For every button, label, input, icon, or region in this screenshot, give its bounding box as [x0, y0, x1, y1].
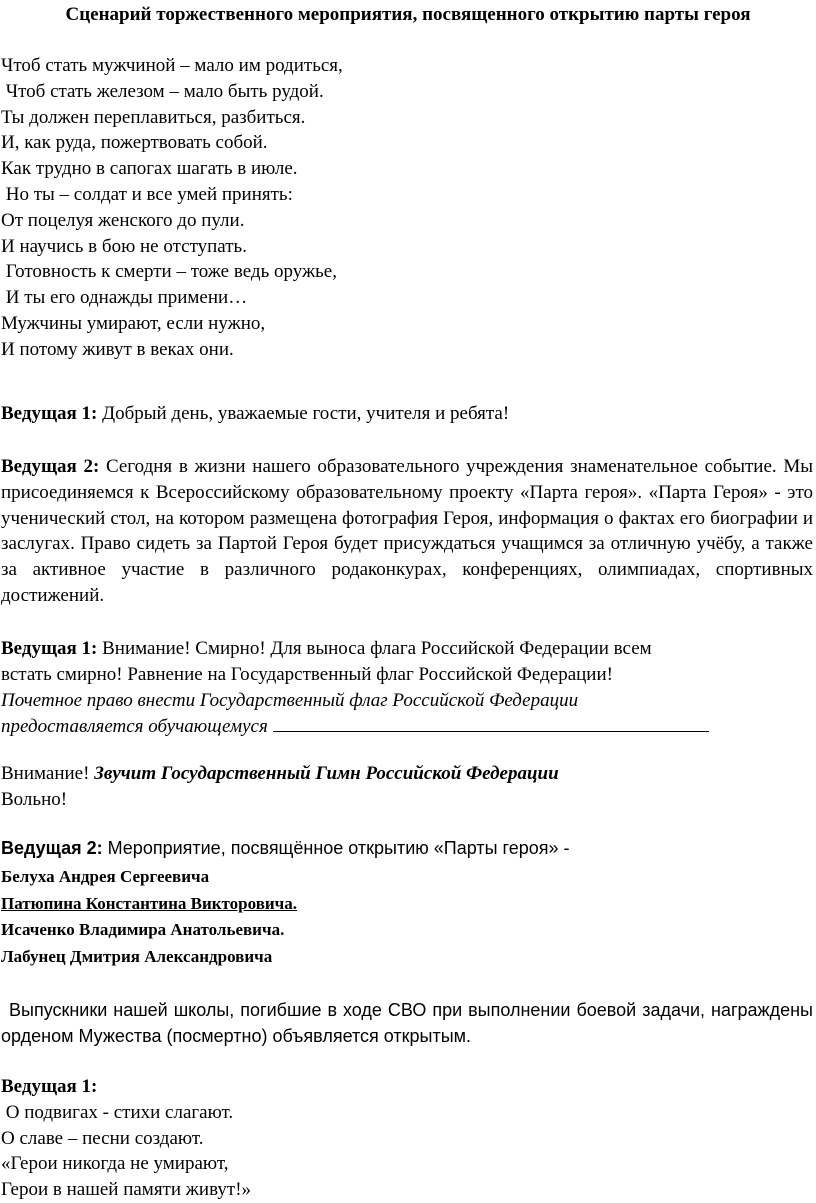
speaker-label: Ведущая 1: — [1, 403, 98, 424]
poem-line: И научись в бою не отступать. — [1, 235, 247, 257]
poem-line: Чтоб стать железом – мало быть рудой. — [1, 80, 324, 102]
speaker-label: Ведущая 1: — [1, 1076, 98, 1097]
speech-text: Внимание! Смирно! Для выноса флага Российской Федерации всем — [97, 638, 652, 659]
hero-name: Лабунец Дмитрия Александровича — [1, 946, 273, 966]
poem-line: Как трудно в сапогах шагать в июле. — [1, 158, 298, 180]
host1-closing-poem — [1, 1074, 813, 1203]
attention-text: Внимание! — [1, 763, 95, 784]
anthem-section — [1, 761, 813, 813]
poem-line: О подвигах - стихи слагают. — [1, 1101, 234, 1123]
speaker-label: Ведущая 2: — [1, 838, 103, 858]
fill-in-blank — [273, 713, 709, 732]
speech-text: Сегодня в жизни нашего образовательного учреждения знаменательное событие. Мы присоединяемся к Всероссийскому образовательному проекту «Парта героя». «Парта Героя» - это ученический стол, на котором размещена фотография Героя, информация о фактах его биографии и заслугах. Право сидеть за Партой Героя будет присуждаться учащимся за отличную учёбу, а также за активное участие в различного родаконкурах, конференциях, олимпиадах, спортивных достижений. — [1, 456, 813, 606]
speech-text: Мероприятие, посвящённое открытию «Парты героя» - — [102, 838, 570, 858]
speaker-label: Ведущая 2: — [1, 456, 100, 477]
poem-line: Мужчины умирают, если нужно, — [1, 312, 266, 334]
poem-line: И ты его однажды примени… — [1, 287, 248, 309]
poem-line: Но ты – солдат и все умей принять: — [1, 183, 293, 205]
heroes-list — [1, 864, 297, 970]
opening-poem — [1, 53, 343, 363]
anthem-direction: Звучит Государственный Гимн Российской Федерации — [94, 763, 559, 784]
poem-line: Чтоб стать мужчиной – мало им родиться, — [1, 55, 343, 76]
poem-line: И, как руда, пожертвовать собой. — [1, 132, 268, 154]
hero-name: Исаченко Владимира Анатольевича. — [1, 920, 285, 939]
hero-name: Белуха Андрея Сергеевича — [1, 867, 210, 886]
at-ease-text: Вольно! — [1, 788, 68, 810]
hero-name: Патюпина Константина Викторовича. — [1, 893, 298, 913]
poem-line: Ты должен переплавиться, разбиться. — [1, 106, 306, 128]
document-title: Сценарий торжественного мероприятия, посвященного открытию парты героя — [65, 4, 751, 25]
host1-flag — [1, 636, 813, 740]
poem-line: От поцелуя женского до пули. — [1, 209, 245, 231]
poem-line: И потому живут в веках они. — [1, 338, 234, 360]
host2-opening — [1, 836, 813, 862]
speech-text: встать смирно! Равнение на Государственный флаг Российской Федерации! — [1, 663, 613, 685]
graduates-paragraph: Выпускники нашей школы, погибшие в ходе СВО при выполнении боевой задачи, награждены орденом Мужества (посмертно) объявляется открытым. — [1, 1000, 813, 1046]
speech-text: Добрый день, уважаемые гости, учителя и ребята! — [97, 403, 510, 424]
host2-intro — [1, 454, 813, 609]
poem-line: «Герои никогда не умирают, — [1, 1153, 229, 1175]
poem-line: Готовность к смерти – тоже ведь оружье, — [1, 261, 337, 283]
stage-direction: предоставляется обучающемуся — [1, 716, 273, 738]
poem-line: Герои в нашей памяти живут!» — [1, 1179, 252, 1201]
host1-greeting — [1, 401, 813, 427]
stage-direction: Почетное право внести Государственный флаг Российской Федерации — [1, 689, 579, 711]
poem-line: О славе – песни создают. — [1, 1127, 204, 1149]
speaker-label: Ведущая 1: — [1, 638, 98, 659]
